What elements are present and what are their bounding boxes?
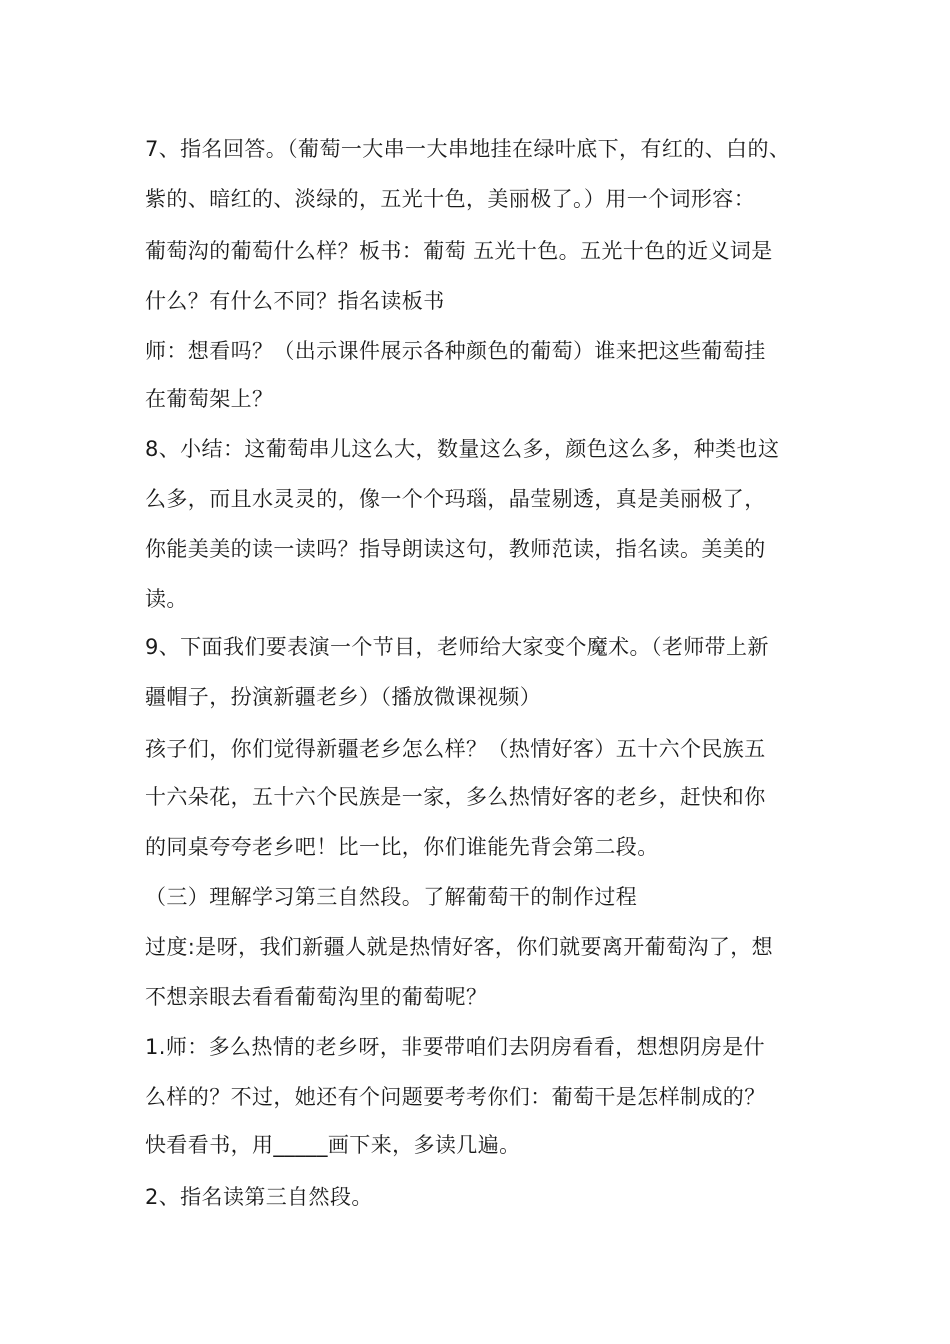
text-line: 么样的？不过，她还有个问题要考考你们：葡萄干是怎样制成的？ <box>145 1085 766 1109</box>
text-line: 7、指名回答。（葡萄一大串一大串地挂在绿叶底下，有红的、白的、 <box>145 137 791 161</box>
text-line: 什么？有什么不同？指名读板书 <box>145 289 445 313</box>
text-line: 十六朵花，五十六个民族是一家，多么热情好客的老乡，赶快和你 <box>145 785 766 809</box>
text-line: 在葡萄架上？ <box>145 387 274 411</box>
text-line: 的同桌夸夸老乡吧！比一比，你们谁能先背会第二段。 <box>145 835 659 859</box>
text-line: 葡萄沟的葡萄什么样？板书：葡萄 五光十色。五光十色的近义词是 <box>145 239 773 263</box>
text-line: 快看看书，用_____画下来，多读几遍。 <box>145 1133 521 1157</box>
text-line: 么多，而且水灵灵的，像一个个玛瑙，晶莹剔透，真是美丽极了， <box>145 487 766 511</box>
text-line: 不想亲眼去看看葡萄沟里的葡萄呢？ <box>145 985 488 1009</box>
text-line: 师：想看吗？（出示课件展示各种颜色的葡萄）谁来把这些葡萄挂 <box>145 339 766 363</box>
section-heading: （三）理解学习第三自然段。了解葡萄干的制作过程 <box>145 885 638 909</box>
text-line: 8、小结：这葡萄串儿这么大，数量这么多，颜色这么多，种类也这 <box>145 437 780 461</box>
text-line: 疆帽子，扮演新疆老乡）（播放微课视频） <box>145 685 542 709</box>
text-line: 孩子们，你们觉得新疆老乡怎么样？（热情好客）五十六个民族五 <box>145 737 766 761</box>
text-line: 你能美美的读一读吗？指导朗读这句，教师范读，指名读。美美的 <box>145 537 766 561</box>
text-line: 9、下面我们要表演一个节目，老师给大家变个魔术。（老师带上新 <box>145 635 769 659</box>
text-line: 1.师：多么热情的老乡呀，非要带咱们去阴房看看，想想阴房是什 <box>145 1035 766 1059</box>
text-line: 过度:是呀，我们新疆人就是热情好客，你们就要离开葡萄沟了，想 <box>145 935 774 959</box>
text-line: 紫的、暗红的、淡绿的，五光十色，美丽极了。）用一个词形容： <box>145 187 756 211</box>
text-line: 读。 <box>145 587 188 611</box>
text-line: 2、指名读第三自然段。 <box>145 1185 373 1209</box>
